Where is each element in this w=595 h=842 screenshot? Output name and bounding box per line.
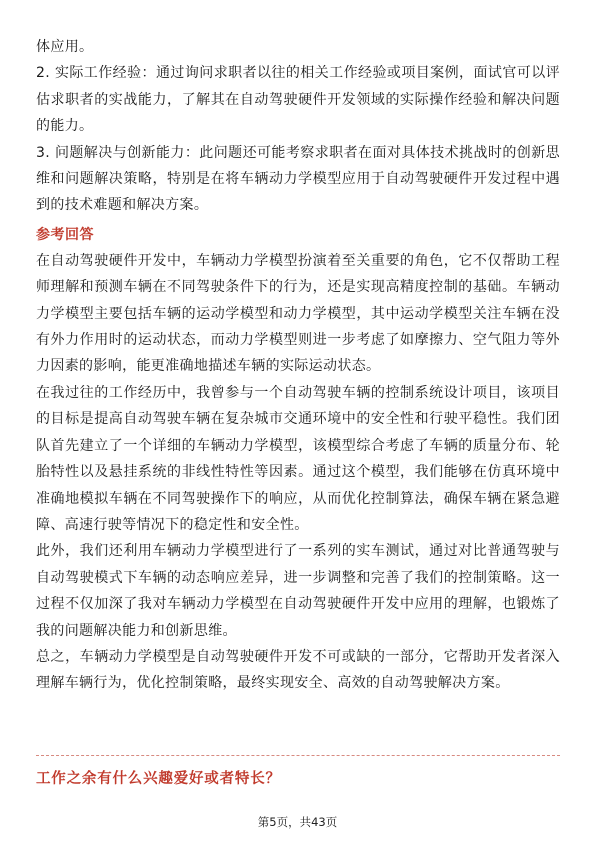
answer-paragraph: 此外，我们还利用车辆动力学模型进行了一系列的实车测试，通过对比普通驾驶与自动驾驶模式下车辆的动态响应差异，进一步调整和完善了我们的控制策略。这一过程不仅加深了我对车辆动力学模型在自动驾驶硬件开发中应用的理解，也锻炼了我的问题解决能力和创新思维。 — [36, 543, 560, 639]
answer-paragraph: 总之，车辆动力学模型是自动驾驶硬件开发不可或缺的一部分，它帮助开发者深入理解车辆行为，优化控制策略，最终实现安全、高效的自动驾驶解决方案。 — [36, 648, 560, 692]
reference-answer-heading: 参考回答 — [36, 226, 94, 243]
page-footer: 第5页，共43页 — [257, 815, 338, 829]
paragraph-continuation: 体应用。 — [36, 39, 94, 55]
point-problem-solving: 3. 问题解决与创新能力：此问题还可能考察求职者在面对具体技术挑战时的创新思维和问题解决策略，特别是在将车辆动力学模型应用于自动驾驶硬件开发过程中遇到的技术难题和解决方案。 — [36, 144, 560, 214]
answer-paragraph: 在自动驾驶硬件开发中，车辆动力学模型扮演着至关重要的角色，它不仅帮助工程师理解和预测车辆在不同驾驶条件下的行为，还是实现高精度控制的基础。车辆动力学模型主要包括车辆的运动学模型和动力学模型，其中运动学模型关注车辆在没有外力作用时的运动状态，而动力学模型则进一步考虑了如摩擦力、空气阻力等外力因素的影响，能更准确地描述车辆的实际运动状态。 — [36, 252, 560, 375]
point-practical-experience: 2. 实际工作经验：通过询问求职者以往的相关工作经验或项目案例，面试官可以评估求职者的实战能力，了解其在自动驾驶硬件开发领域的实际操作经验和解决问题的能力。 — [36, 65, 560, 135]
next-question-heading: 工作之余有什么兴趣爱好或者特长？ — [36, 771, 281, 787]
section-divider — [36, 755, 560, 756]
document-body — [36, 34, 560, 697]
answer-paragraph: 在我过往的工作经历中，我曾参与一个自动驾驶车辆的控制系统设计项目，该项目的目标是提高自动驾驶车辆在复杂城市交通环境中的安全性和行驶平稳性。我们团队首先建立了一个详细的车辆动力学模型，该模型综合考虑了车辆的质量分布、轮胎特性以及悬挂系统的非线性特性等因素。通过这个模型，我们能够在仿真环境中准确地模拟车辆在不同驾驶操作下的响应，从而优化控制算法，确保车辆在紧急避障、高速行驶等情况下的稳定性和安全性。 — [36, 384, 560, 533]
